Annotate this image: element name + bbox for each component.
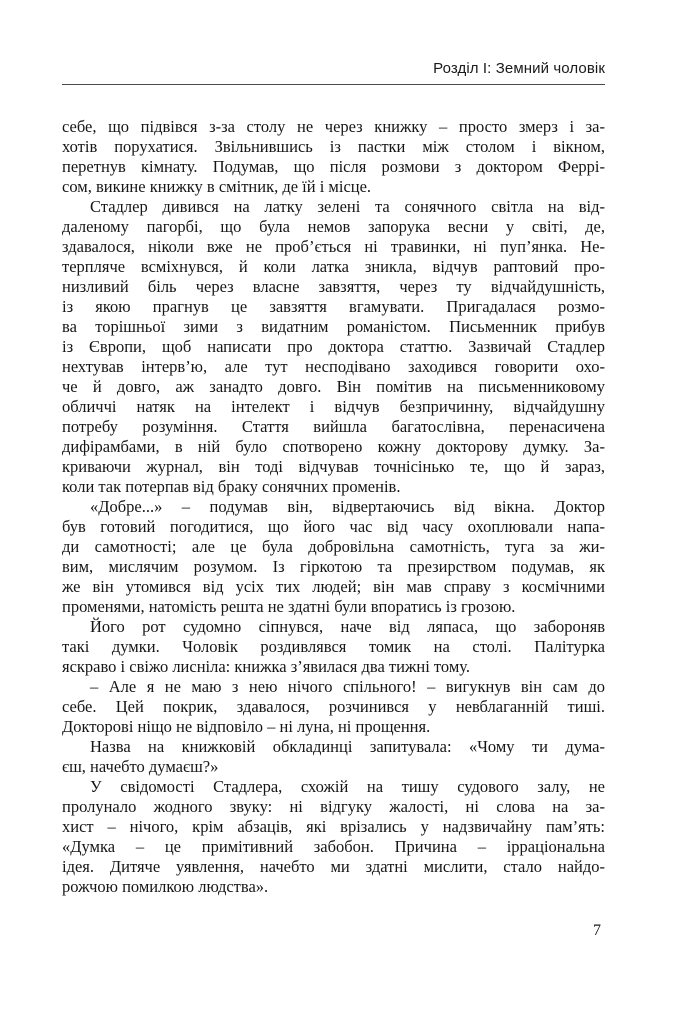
text-line: перетнув кімнату. Подумав, що після розмови з доктором Феррі- — [62, 157, 605, 176]
text-line: ідея. Дитяче уявлення, начебто ми здатні мислити, стало найдо- — [62, 857, 605, 876]
text-line: себе. Цей покрик, здавалося, розчинився у невблаганній тиші. — [62, 697, 605, 716]
text-line: яскраво і свіжо лисніла: книжка з’явилася два тижні тому. — [62, 657, 470, 676]
paragraph — [62, 117, 605, 197]
text-line: сом, викине книжку в смітник, де їй і місце. — [62, 177, 372, 196]
text-line: же він утомився від усіх тих людей; він мав справу з космічними — [62, 577, 605, 596]
text-line: із якою прагнув це завзяття вгамувати. Пригадалася розмо- — [62, 297, 605, 316]
paragraph — [62, 497, 605, 617]
body-text — [62, 117, 605, 897]
text-line: ва торішньої зими з видатним романістом. Письменник прибув — [62, 317, 605, 336]
running-header — [62, 59, 605, 78]
text-line: нехтував інтерв’ю, але тут несподівано заходився говорити охо- — [62, 357, 605, 376]
paragraph — [62, 617, 605, 677]
text-line: ди самотності; але це була добровільна самотність, туга за жи- — [62, 537, 605, 556]
text-line: «Добре...» – подумав він, відвертаючись від вікна. Доктор — [90, 497, 605, 516]
paragraph — [62, 197, 605, 497]
text-line: рожчою помилкою людства». — [62, 877, 269, 896]
header-rule — [62, 84, 605, 85]
text-line: низливий біль через власне завзяття, через ту відчайдушність, — [62, 277, 605, 296]
paragraph — [62, 737, 605, 777]
text-line: єш, начебто думаєш?» — [62, 757, 219, 776]
text-line: Назва на книжковій обкладинці запитувала: «Чому ти дума- — [90, 737, 605, 756]
page-number: 7 — [593, 922, 601, 939]
text-line: був готовий погодитися, що його час від часу охоплювали напа- — [62, 517, 605, 536]
text-line: – Але я не маю з нею нічого спільного! – вигукнув він сам до — [90, 677, 605, 696]
text-line: із Європи, щоб написати про доктора статтю. Зазвичай Стадлер — [62, 337, 605, 356]
text-line: Його рот судомно сіпнувся, наче від ляпаса, що забороняв — [90, 617, 605, 636]
text-line: такі думки. Чоловік роздивлявся томик на столі. Палітурка — [62, 637, 605, 656]
text-line: обличчі натяк на інтелект і відчув безпричинну, відчайдушну — [62, 397, 605, 416]
paragraph — [62, 677, 605, 737]
text-line: Докторові ніщо не відповіло – ні луна, ні прощення. — [62, 717, 431, 736]
text-line: хотів порухатися. Звільнившись із пастки між столом і вікном, — [62, 137, 605, 156]
text-line: «Думка – це примітивний забобон. Причина – ірраціональна — [62, 837, 605, 856]
text-line: хист – нічого, крім абзаців, які врізались у надзвичайну пам’ять: — [62, 817, 605, 836]
text-line: себе, що підвівся з-за столу не через книжку – просто змерз і за- — [62, 117, 605, 136]
text-line: че й довго, аж занадто довго. Він помітив на письменниковому — [62, 377, 605, 396]
text-line: криваючи журнал, він тоді відчував точнісінько те, що й зараз, — [62, 457, 605, 476]
text-line: променями, натомість решта не здатні були впоратись із грозою. — [62, 597, 516, 616]
text-line: Стадлер дивився на латку зелені та сонячного світла на від- — [90, 197, 605, 216]
text-line: коли так потерпав від браку сонячних променів. — [62, 477, 401, 496]
text-line: дифірамбами, в ній було спотворено кожну докторову думку. За- — [62, 437, 605, 456]
text-line: здавалося, ніколи вже не проб’ється ні травинки, ні пуп’янка. Не- — [62, 237, 605, 256]
text-line: пролунало жодного звуку: ні відгуку жалості, ні слова на за- — [62, 797, 605, 816]
text-line: даленому пагорбі, що була немов запорука весни у світі, де, — [62, 217, 605, 236]
chapter-title: Розділ І: Земний чоловік — [433, 60, 605, 77]
text-line: терпляче всміхнувся, й коли латка зникла, відчув раптовий про- — [62, 257, 605, 276]
text-line: У свідомості Стадлера, схожій на тишу судового залу, не — [90, 777, 605, 796]
text-line: потребу розуміння. Стаття вийшла багатослівна, перенасичена — [62, 417, 605, 436]
paragraph — [62, 777, 605, 897]
text-line: вим, мислячим розумом. Із гіркотою та презирством подумав, як — [62, 557, 605, 576]
